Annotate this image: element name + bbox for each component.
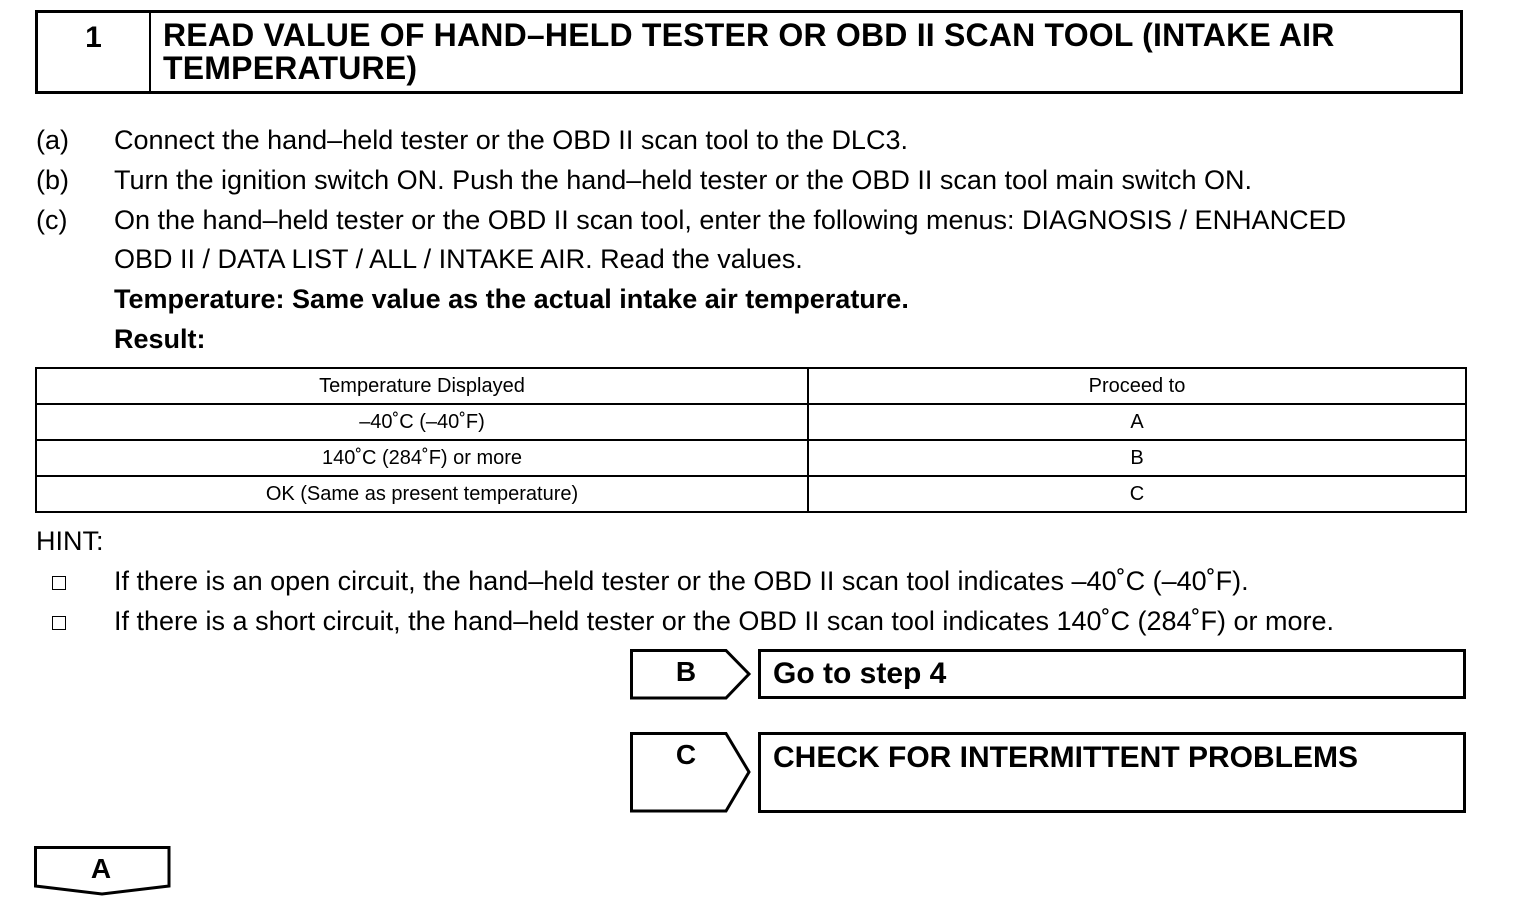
instruction-text: Turn the ignition switch ON. Push the hand–held tester or the OBD II scan tool main switch ON. <box>114 165 1253 195</box>
instruction-text: Connect the hand–held tester or the OBD II scan tool to the DLC3. <box>114 125 908 155</box>
bullet-square-icon <box>52 616 66 630</box>
branch-code: B <box>675 656 697 687</box>
table-cell: –40˚C (–40˚F) <box>36 404 808 440</box>
table-header-row <box>36 368 1466 404</box>
branch-action: Go to step 4 <box>773 657 947 690</box>
continue-code: A <box>90 853 112 884</box>
branch-code: C <box>675 739 697 770</box>
hint-text: If there is a short circuit, the hand–held tester or the OBD II scan tool indicates 140˚C (284˚F) or more. <box>114 606 1335 636</box>
instruction-label: (c) <box>36 205 68 235</box>
table-cell: C <box>808 476 1466 512</box>
step-number: 1 <box>38 13 151 91</box>
branch-action-box <box>758 732 1466 813</box>
table-row <box>36 476 1466 512</box>
step-title <box>151 13 1460 91</box>
branch-action-box <box>758 649 1466 699</box>
table-cell: A <box>808 404 1466 440</box>
result-table <box>35 367 1467 513</box>
table-row <box>36 404 1466 440</box>
instruction-label: (a) <box>36 125 69 155</box>
step-title-line-2: TEMPERATURE) <box>163 50 418 86</box>
hint-label: HINT: <box>36 526 104 556</box>
instruction-c-continued: OBD II / DATA LIST / ALL / INTAKE AIR. Read the values. <box>114 244 803 274</box>
column-header: Temperature Displayed <box>36 368 808 404</box>
result-label: Result: <box>114 324 206 354</box>
step-title-line-1: READ VALUE OF HAND–HELD TESTER OR OBD II SCAN TOOL (INTAKE AIR <box>163 17 1335 53</box>
table-cell: OK (Same as present temperature) <box>36 476 808 512</box>
instruction-label: (b) <box>36 165 69 195</box>
step-header <box>35 10 1463 94</box>
bullet-square-icon <box>52 576 66 590</box>
table-cell: B <box>808 440 1466 476</box>
instruction-text: On the hand–held tester or the OBD II scan tool, enter the following menus: DIAGNOSIS / ENHANCED <box>114 205 1347 235</box>
column-header: Proceed to <box>808 368 1466 404</box>
table-cell: 140˚C (284˚F) or more <box>36 440 808 476</box>
hint-text: If there is an open circuit, the hand–held tester or the OBD II scan tool indicates –40˚C (–40˚F). <box>114 566 1249 596</box>
specification: Temperature: Same value as the actual intake air temperature. <box>114 284 909 314</box>
table-row <box>36 440 1466 476</box>
branch-action: CHECK FOR INTERMITTENT PROBLEMS <box>773 741 1358 774</box>
